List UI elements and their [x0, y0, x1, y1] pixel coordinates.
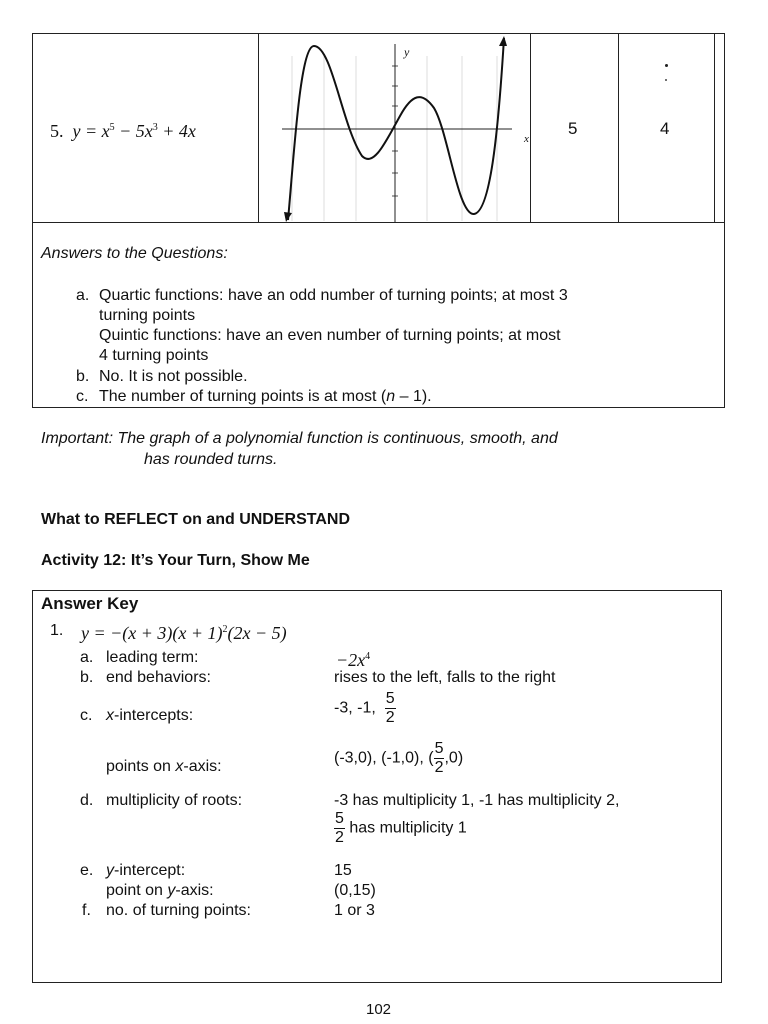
- key-c-value: -3, -1, $\frac{5}{2}$: [334, 690, 395, 726]
- key-e-label: y-intercept:: [106, 862, 186, 879]
- key-d-label: multiplicity of roots:: [106, 792, 243, 809]
- fraction-five-halves: $\frac{5}{2}$: [385, 690, 395, 726]
- answer-b-text: No. It is not possible.: [99, 368, 248, 385]
- key-e-sub-value: (0,15): [334, 882, 376, 899]
- graph-x-label: x: [524, 133, 529, 145]
- key-b-marker: b.: [80, 669, 94, 686]
- key-a-label: leading term:: [106, 649, 199, 666]
- table-row-divider: [32, 222, 725, 223]
- answer-a-marker: a.: [76, 287, 90, 304]
- key-a-value: $-2x^4$: [336, 650, 371, 670]
- table-dot-mark: [665, 64, 668, 67]
- key-c-marker: c.: [80, 707, 93, 724]
- polynomial-graph: [262, 36, 530, 222]
- key-d-marker: d.: [80, 792, 94, 809]
- answer-c-marker: c.: [76, 388, 89, 405]
- fraction-five-halves: $\frac{5}{2}$: [434, 740, 444, 776]
- answer-a-line3: Quintic functions: have an even number of turning points; at most: [99, 327, 561, 344]
- table-col-divider-2: [530, 33, 531, 223]
- answer-b-marker: b.: [76, 368, 90, 385]
- answer-key-item-number: 1.: [50, 622, 64, 639]
- activity-heading: Activity 12: It’s Your Turn, Show Me: [41, 552, 310, 569]
- answer-key-title: Answer Key: [41, 594, 139, 613]
- key-d-value2: $\frac{5}{2}$ has multiplicity 1: [335, 810, 467, 846]
- fraction-five-halves: $\frac{5}{2}$: [335, 810, 344, 846]
- key-b-label: end behaviors:: [106, 669, 211, 686]
- table-col-divider-3: [618, 33, 619, 223]
- answer-a-line1: Quartic functions: have an odd number of turning points; at most 3: [99, 287, 568, 304]
- answer-a-line4: 4 turning points: [99, 347, 209, 364]
- key-c-label: x-intercepts:: [106, 707, 194, 724]
- key-e-value: 15: [334, 862, 352, 879]
- table-col4-value: 4: [660, 119, 670, 138]
- section-heading: What to REFLECT on and UNDERSTAND: [41, 511, 351, 528]
- table-col-divider-4: [714, 33, 715, 223]
- table-dot-mark: [665, 79, 667, 81]
- page-number: 102: [366, 1001, 392, 1018]
- key-f-label: no. of turning points:: [106, 902, 251, 919]
- answer-c-text: The number of turning points is at most (n – 1).: [99, 388, 432, 405]
- key-a-marker: a.: [80, 649, 94, 666]
- key-e-sub-label: point on y-axis:: [106, 882, 214, 899]
- points-label: points on x-axis:: [106, 758, 222, 775]
- important-note-line1: Important: The graph of a polynomial function is continuous, smooth, and: [41, 430, 558, 447]
- table-equation: 5. $y = x^5 - 5x^3 + 4x$: [50, 121, 196, 141]
- key-d-value: -3 has multiplicity 1, -1 has multiplicity 2,: [334, 792, 620, 809]
- graph-y-label: y: [404, 45, 410, 59]
- important-note-line2: has rounded turns.: [144, 451, 278, 468]
- table-col-divider-1: [258, 33, 259, 223]
- answer-a-line2: turning points: [99, 307, 196, 324]
- key-f-value: 1 or 3: [334, 902, 375, 919]
- answer-key-equation: $y = -(x + 3)(x + 1)^2(2x - 5)$: [81, 623, 287, 643]
- table-col3-value: 5: [568, 119, 578, 138]
- key-f-marker: f.: [82, 902, 91, 919]
- key-b-value: rises to the left, falls to the right: [334, 669, 556, 686]
- answers-heading: Answers to the Questions:: [41, 245, 228, 262]
- key-e-marker: e.: [80, 862, 94, 879]
- points-value: (-3,0), (-1,0), ( $\frac{5}{2}$ ,0): [334, 740, 464, 776]
